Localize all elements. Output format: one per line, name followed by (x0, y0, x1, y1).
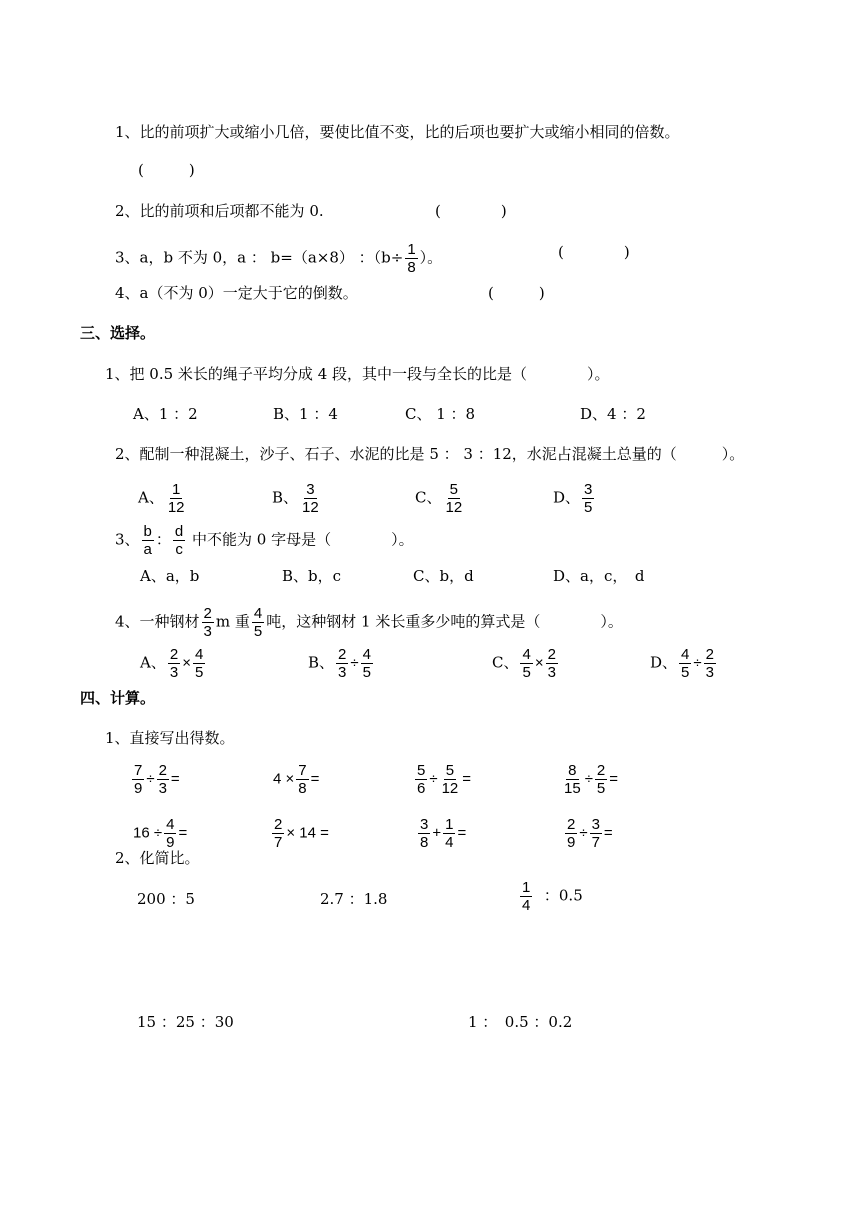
choice-q4-option-b[interactable]: B、 $\frac{2}{3}$ ÷ $\frac{4}{5}$ (308, 646, 371, 681)
fraction: $\frac{4}{5}$ (362, 646, 371, 681)
simplify-ratio: 200 ：5 (137, 890, 195, 908)
judge-q3-pre: 3、a，b 不为 0，a ： b=（a×8） ：（b÷ (115, 248, 404, 267)
fraction: $\frac{4}{5}$ (194, 646, 204, 681)
choice-q2: 2、配制一种混凝土，沙子、石子、水泥的比是 5 ： 3 ：12，水泥占混凝土总量的（ ）。 (115, 445, 745, 463)
calc-expr: $\frac{2}{9}$ ÷ $\frac{3}{7}$ = (567, 816, 613, 851)
fraction: $\frac{4}{5}$ (253, 605, 263, 640)
calc-expr: 4 × $\frac{7}{8}$ = (273, 762, 320, 797)
fraction: $\frac{2}{3}$ (169, 646, 179, 681)
choice-q2-option-a[interactable]: A、 $\frac{1}{12}$ (138, 481, 185, 516)
fraction: $\frac{d}{c}$ (174, 523, 184, 558)
choice-q4: 4、一种钢材 $\frac{2}{3}$ m 重 $\frac{4}{5}$ 吨，这种钢材 1 米长重多少吨的算式是（ ）。 (115, 605, 623, 640)
fraction: $\frac{4}{5}$ (522, 646, 531, 681)
fraction: $\frac{1}{12}$ (167, 481, 185, 516)
choice-q2-option-c[interactable]: C、 $\frac{5}{12}$ (415, 481, 463, 516)
choice-q4-option-d[interactable]: D、 $\frac{4}{5}$ ÷ $\frac{2}{3}$ (650, 646, 714, 681)
choice-q3-option-b[interactable]: B、b，c (282, 567, 342, 585)
fraction: $\frac{b}{a}$ (143, 523, 152, 558)
fraction: $\frac{3}{12}$ (302, 481, 319, 516)
choice-q3-option-a[interactable]: A、a，b (140, 567, 200, 585)
fraction: $\frac{2}{3}$ (203, 605, 212, 640)
fraction: $\frac{2}{3}$ (705, 646, 714, 681)
simplify-ratio: $\frac{1}{4}$ ：0.5 (522, 879, 583, 914)
calc-expr: $\frac{2}{7}$ × 14 = (274, 816, 329, 851)
choice-q1-option-d[interactable]: D、4 ：2 (580, 405, 646, 423)
judge-q3-post: ）。 (419, 248, 443, 267)
judge-q2: 2、比的前项和后项都不能为 0. (115, 202, 324, 220)
fraction: $\frac{3}{5}$ (584, 481, 593, 516)
choice-q3: 3、 $\frac{b}{a}$ ： $\frac{d}{c}$ 中不能为 0 字母是（ ）。 (115, 523, 414, 558)
choice-q4-option-c[interactable]: C、 $\frac{4}{5}$ × $\frac{2}{3}$ (492, 646, 556, 681)
calc-expr: 16 ÷ $\frac{4}{9}$ = (133, 816, 188, 851)
simplify-ratio: 1 ： 0.5 ：0.2 (468, 1013, 573, 1031)
judge-q4-answer[interactable]: ( ) (488, 284, 545, 302)
choice-q1-option-c[interactable]: C、 1 ：8 (405, 405, 476, 423)
calc-sub1: 1、直接写出得数。 (105, 729, 235, 747)
section4-title: 四、计算。 (80, 689, 156, 707)
calc-expr: $\frac{3}{8}$ + $\frac{1}{4}$ = (420, 816, 467, 851)
simplify-ratio: 2.7 ：1.8 (320, 890, 388, 908)
fraction: $\frac{1}{8}$ (407, 241, 416, 276)
choice-q2-option-b[interactable]: B、 $\frac{3}{12}$ (272, 481, 319, 516)
judge-q1-answer[interactable]: ( ) (138, 161, 195, 179)
calc-expr: $\frac{5}{6}$ ÷ $\frac{5}{12}$ = (417, 762, 472, 797)
choice-q2-option-d[interactable]: D、 $\frac{3}{5}$ (553, 481, 593, 516)
judge-q2-answer[interactable]: ( ) (435, 202, 507, 220)
judge-q4: 4、a（不为 0）一定大于它的倒数。 (115, 284, 358, 302)
choice-q1: 1、把 0.5 米长的绳子平均分成 4 段，其中一段与全长的比是（ ）。 (105, 365, 610, 383)
fraction: $\frac{4}{5}$ (681, 646, 690, 681)
calc-expr: $\frac{7}{9}$ ÷ $\frac{2}{3}$ = (134, 762, 180, 797)
choice-q3-option-d[interactable]: D、a，c， d (553, 567, 645, 585)
calc-expr: $\frac{8}{15}$ ÷ $\frac{2}{5}$ = (564, 762, 619, 797)
choice-q1-option-a[interactable]: A、1 ：2 (133, 405, 198, 423)
choice-q3-option-c[interactable]: C、b，d (413, 567, 474, 585)
choice-q1-option-b[interactable]: B、1 ：4 (273, 405, 338, 423)
simplify-ratio: 15 ：25 ：30 (137, 1013, 234, 1031)
calc-sub2: 2、化简比。 (115, 849, 200, 867)
judge-q3 (115, 242, 442, 275)
judge-q3-answer[interactable]: ( ) (558, 243, 630, 261)
fraction: $\frac{5}{12}$ (445, 481, 463, 516)
section3-title: 三、选择。 (80, 324, 156, 342)
judge-q1: 1、比的前项扩大或缩小几倍，要使比值不变，比的后项也要扩大或缩小相同的倍数。 (115, 123, 680, 141)
fraction: $\frac{2}{3}$ (338, 646, 347, 681)
choice-q4-option-a[interactable]: A、 $\frac{2}{3}$ × $\frac{4}{5}$ (140, 646, 204, 681)
fraction: $\frac{2}{3}$ (547, 646, 556, 681)
